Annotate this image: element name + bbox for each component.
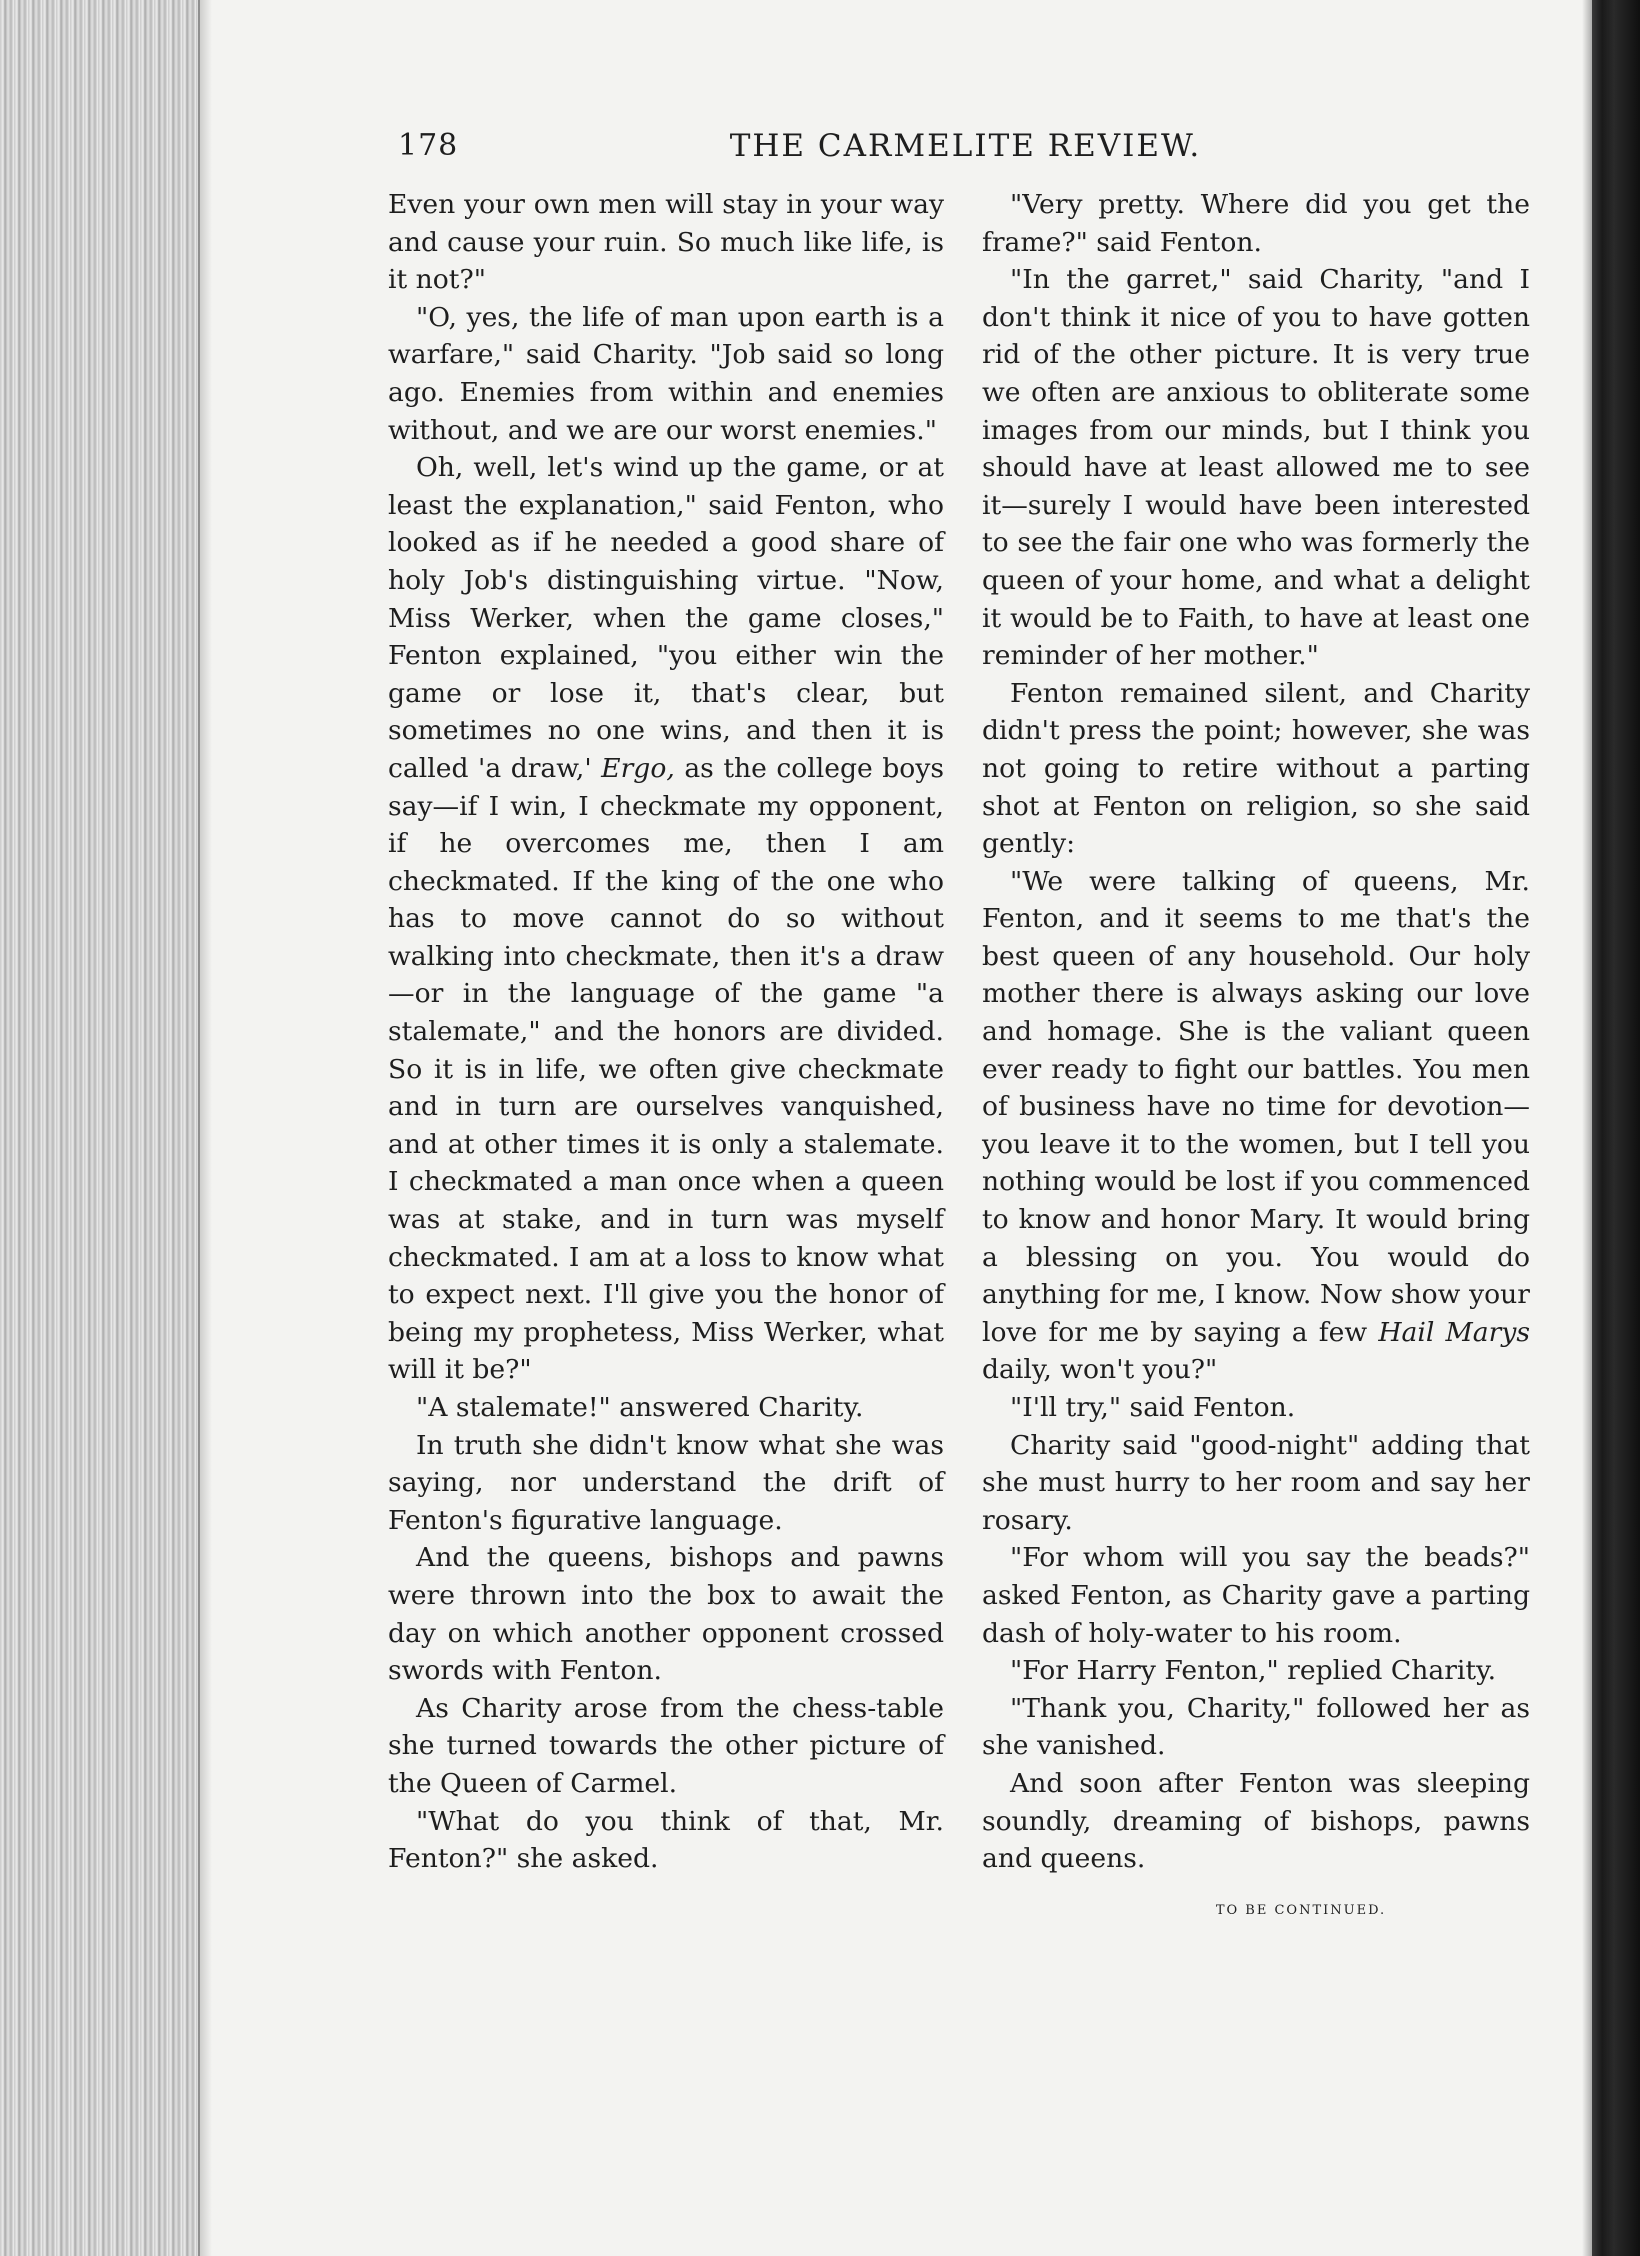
paragraph-text: as the college boys say—if I win, I checkmate my opponent, if he overcomes me, then I am checkmated. If the king of the one who has to move cannot do so without walking into checkmate, then it's a draw—or in the language of the game "a stalemate," and the honors are divided. So it is in life, we often give checkmate and in turn are ourselves vanquished, and at other times it is only a stalemate. I checkmated a man once when a queen was at stake, and in turn was myself checkmated. I am at a loss to know what to expect next. I'll give you the honor of being my prophetess, Miss Werker, what will it be?": [388, 752, 944, 1386]
paragraph: "For whom will you say the beads?" asked Fenton, as Charity gave a parting dash of holy-water to his room.: [982, 1542, 1530, 1649]
paragraph: "For Harry Fenton," replied Charity.: [1010, 1655, 1497, 1687]
paragraph: "O, yes, the life of man upon earth is a warfare," said Charity. "Job said so long ago. Enemies from within and enemies without, and we are our worst enemies.": [388, 301, 944, 446]
paragraph-text: Oh, well, let's wind up the game, or at least the explanation," said Fenton, who looked as if he needed a good share of holy Job's distinguishing virtue. "Now, Miss Werker, when the game closes," Fenton explained, "you either win the game or lose it, that's clear, but sometimes no one wins, and then it is called 'a draw,': [388, 452, 944, 784]
paragraph: "A stalemate!" answered Charity.: [416, 1392, 864, 1423]
to-be-continued-note: TO BE CONTINUED.: [1215, 1902, 1387, 1918]
book-binding: [1592, 0, 1640, 2256]
running-head: THE CARMELITE REVIEW.: [729, 128, 1202, 164]
paragraph-text: "We were talking of queens, Mr. Fenton, and it seems to me that's the best queen of any household. Our holy mother there is always asking our love and homage. She is the valiant queen ever ready to fight our battles. You men of business have no time for devotion—you leave it to the women, but I tell you nothing would be lost if you commenced to know and honor Mary. It would bring a blessing on you. You would do anything for me, I know. Now show your love for me by saying a few: [982, 865, 1530, 1348]
paragraph: Even your own men will stay in your way and cause your ruin. So much like life, is it not?": [388, 189, 944, 296]
paragraph: And the queens, bishops and pawns were thrown into the box to await the day on which another opponent crossed swords with Fenton.: [388, 1542, 944, 1687]
paragraph: [388, 449, 944, 1389]
paragraph-text: daily, won't you?": [982, 1354, 1218, 1386]
book-page-edges: [0, 0, 200, 2256]
right-column: [982, 186, 1530, 1929]
paragraph: "In the garret," said Charity, "and I don't think it nice of you to have gotten rid of the other picture. It is very true we often are anxious to obliterate some images from our minds, but I think you should have at least allowed me to see it—surely I would have been interested to see the fair one who was formerly the queen of your home, and what a delight it would be to Faith, to have at least one reminder of her mother.": [982, 264, 1530, 672]
italic-text: Hail Marys: [1378, 1316, 1530, 1348]
italic-text: Ergo,: [601, 752, 675, 784]
paragraph: "Very pretty. Where did you get the frame?" said Fenton.: [982, 189, 1530, 258]
left-column: [388, 186, 944, 1878]
paragraph: [982, 863, 1530, 1389]
paragraph: "I'll try," said Fenton.: [1010, 1392, 1296, 1423]
paragraph: "Thank you, Charity," followed her as she vanished.: [982, 1692, 1530, 1762]
paragraph: And soon after Fenton was sleeping soundly, dreaming of bishops, pawns and queens.: [982, 1767, 1530, 1875]
page-header: [398, 128, 1533, 178]
paragraph: "What do you think of that, Mr. Fenton?" she asked.: [388, 1805, 944, 1875]
page-number: 178: [398, 128, 459, 163]
paragraph: Charity said "good-night" adding that she must hurry to her room and say her rosary.: [982, 1429, 1530, 1536]
paragraph: In truth she didn't know what she was saying, nor understand the drift of Fenton's figurative language.: [388, 1429, 944, 1536]
paragraph: Fenton remained silent, and Charity didn't press the point; however, she was not going to retire without a parting shot at Fenton on religion, so she said gently:: [982, 677, 1530, 860]
paragraph: As Charity arose from the chess-table she turned towards the other picture of the Queen of Carmel.: [388, 1692, 944, 1799]
